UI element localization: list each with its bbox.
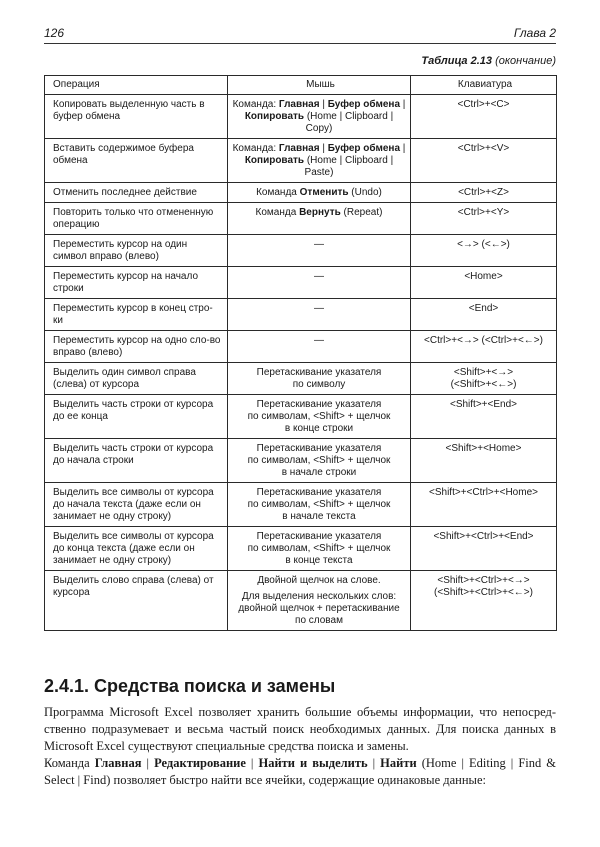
mouse-cell [228, 331, 411, 363]
operation-cell: Выделить все символы от курсора до конца текста (даже если он занимает не одну строку) [45, 527, 228, 571]
table-row [45, 95, 557, 139]
shortcut-alt: (<Shift>+<←>) [450, 379, 517, 390]
mouse-cell [228, 439, 411, 483]
keyboard-cell [411, 139, 557, 183]
operation-cell: Переместить курсор в конец стро-ки [45, 299, 228, 331]
mouse-line: Перетаскивание указателя [256, 367, 382, 378]
mouse-cell [228, 267, 411, 299]
mouse-line: Перетаскивание указателя [256, 399, 382, 410]
keyboard-cell [411, 571, 557, 631]
menu-separator: | [141, 756, 155, 770]
menu-command-name: Вернуть [299, 207, 341, 218]
mouse-line: — [314, 239, 324, 250]
mouse-line: в начале строки [281, 467, 357, 478]
mouse-cell [228, 95, 411, 139]
mouse-line: Перетаскивание указателя [256, 443, 382, 454]
operation-cell: Переместить курсор на одно сло-во вправо (влево) [45, 331, 228, 363]
mouse-line: по символам, <Shift> + щелчок [247, 543, 391, 554]
operation-cell: Вставить содержимое буфера обмена [45, 139, 228, 183]
shortcut: <Shift>+<Home> [445, 443, 522, 454]
menu-separator: | [367, 756, 381, 770]
menu-command-name: Копировать [244, 155, 305, 166]
mouse-line: — [314, 303, 324, 314]
table-row [45, 299, 557, 331]
mouse-cell [228, 183, 411, 203]
keyboard-cell [411, 203, 557, 235]
table-row [45, 139, 557, 183]
mouse-line: — [314, 271, 324, 282]
shortcut: <Ctrl>+<Y> [457, 207, 510, 218]
operation-cell: Копировать выделенную часть в буфер обмена [45, 95, 228, 139]
shortcut: <Ctrl>+<V> [457, 143, 510, 154]
table-row [45, 363, 557, 395]
mouse-text: Команда: [232, 99, 279, 110]
mouse-line: Двойной щелчок на слове. [257, 575, 381, 586]
shortcut: <Shift>+<End> [449, 399, 517, 410]
table-row [45, 395, 557, 439]
running-header [44, 25, 556, 44]
table-caption-suffix: (окончание) [495, 55, 556, 67]
shortcut: <End> [468, 303, 499, 314]
keyboard-cell [411, 183, 557, 203]
menu-tab-name: Главная [278, 143, 320, 154]
body-paragraph: Программа Microsoft Excel позволяет хранить большие объемы информации, что непосред-ственно подразумевает и весьма частый поиск необходимых данных. Для поиска данных в Microsoft Excel существуют специальные средства поиска и замены. [44, 705, 556, 753]
table-row [45, 483, 557, 527]
operation-cell: Выделить часть строки от курсора до начала строки [45, 439, 228, 483]
mouse-cell [228, 235, 411, 267]
mouse-line: Перетаскивание указателя [256, 531, 382, 542]
column-header-operation: Операция [45, 76, 228, 95]
menu-tab-name: Главная [278, 99, 320, 110]
operation-cell: Выделить все символы от курсора до начала текста (даже если он занимает не одну строку) [45, 483, 228, 527]
menu-separator: | [400, 143, 406, 154]
operation-cell: Выделить часть строки от курсора до ее конца [45, 395, 228, 439]
shortcut: <Ctrl>+<→> (<Ctrl>+<←>) [424, 335, 543, 346]
mouse-cell [228, 299, 411, 331]
shortcut: <Ctrl>+<C> [457, 99, 510, 110]
table-row [45, 235, 557, 267]
keyboard-cell [411, 439, 557, 483]
menu-command-name: Отменить [299, 187, 349, 198]
keyboard-cell [411, 267, 557, 299]
mouse-line: Перетаскивание указателя [256, 487, 382, 498]
keyboard-cell [411, 235, 557, 267]
table-caption-number: Таблица 2.13 [421, 55, 493, 67]
mouse-cell [228, 363, 411, 395]
keyboard-cell [411, 363, 557, 395]
menu-command-name: Копировать [244, 111, 305, 122]
keyboard-cell [411, 483, 557, 527]
mouse-cell [228, 139, 411, 183]
mouse-text: Команда [256, 187, 300, 198]
shortcut: <Shift>+<Ctrl>+<End> [433, 531, 534, 542]
shortcut: <Shift>+<→> [453, 367, 514, 378]
mouse-cell [228, 203, 411, 235]
mouse-text: Команда [255, 207, 300, 218]
menu-separator: | [319, 143, 328, 154]
menu-separator: | [319, 99, 328, 110]
menu-separator: | [400, 99, 406, 110]
shortcut: <Shift>+<Ctrl>+<Home> [429, 487, 538, 498]
mouse-cell [228, 571, 411, 631]
shortcut: <Ctrl>+<Z> [458, 187, 509, 198]
keyboard-cell [411, 331, 557, 363]
mouse-text-english: (Home | Clipboard | Paste) [304, 155, 394, 178]
table-header-row [45, 76, 557, 95]
table-row [45, 183, 557, 203]
mouse-cell [228, 395, 411, 439]
shortcut: <Home> [464, 271, 503, 282]
table-caption [421, 55, 556, 67]
column-header-keyboard: Клавиатура [411, 76, 557, 95]
mouse-line: в начале текста [282, 511, 356, 522]
table-row [45, 527, 557, 571]
table-row [45, 331, 557, 363]
shortcut-alt: (<Shift>+<Ctrl>+<←>) [434, 587, 533, 598]
mouse-line: Для выделения нескольких слов: [241, 591, 397, 602]
menu-command-name: Найти [380, 756, 417, 770]
column-header-mouse: Мышь [228, 76, 411, 95]
section-heading: 2.4.1. Средства поиска и замены [44, 676, 336, 696]
operation-cell: Повторить только что отмененную операцию [45, 203, 228, 235]
mouse-line: по символам, <Shift> + щелчок [247, 499, 391, 510]
table-row [45, 571, 557, 631]
menu-group-name: Редактирование [154, 756, 246, 770]
mouse-line: двойной щелчок + перетаскивание [238, 603, 400, 614]
mouse-cell [228, 483, 411, 527]
keyboard-cell [411, 527, 557, 571]
operation-cell: Выделить один символ справа (слева) от курсора [45, 363, 228, 395]
shortcuts-table [44, 75, 557, 631]
mouse-line: — [314, 335, 324, 346]
operation-cell: Переместить курсор на один символ вправо (влево) [45, 235, 228, 267]
keyboard-cell [411, 395, 557, 439]
keyboard-cell [411, 299, 557, 331]
mouse-line: по символу [292, 379, 346, 390]
menu-tab-name: Главная [94, 756, 142, 770]
chapter-title: Глава 2 [513, 26, 556, 40]
table-row [45, 267, 557, 299]
table-row [45, 203, 557, 235]
page-number: 126 [44, 26, 65, 40]
paragraph-text: (Home | Editing | Find & Select | Find) позволяет быстро найти все ячейки, содержащие одинаковые данные: [44, 756, 556, 787]
menu-group-name: Буфер обмена [327, 143, 400, 154]
operation-cell: Выделить слово справа (слева) от курсора [45, 571, 228, 631]
mouse-line: в конце текста [285, 555, 353, 566]
paragraph-text: Команда [44, 756, 95, 770]
mouse-text-english: (Undo) [348, 187, 382, 198]
keyboard-cell [411, 95, 557, 139]
operation-cell: Отменить последнее действие [45, 183, 228, 203]
mouse-text-english: (Repeat) [340, 207, 383, 218]
menu-group-name: Буфер обмена [327, 99, 400, 110]
mouse-cell [228, 527, 411, 571]
menu-dropdown-name: Найти и выделить [258, 756, 368, 770]
operation-cell: Переместить курсор на начало строки [45, 267, 228, 299]
mouse-line: по символам, <Shift> + щелчок [247, 455, 391, 466]
table-row [45, 439, 557, 483]
mouse-line: по словам [295, 615, 343, 626]
mouse-text-english: (Home | Clipboard | Copy) [304, 111, 394, 134]
mouse-text: Команда: [232, 143, 279, 154]
mouse-line: в конце строки [284, 423, 354, 434]
menu-separator: | [245, 756, 259, 770]
shortcut: <Shift>+<Ctrl>+<→> [437, 575, 530, 586]
mouse-line: по символам, <Shift> + щелчок [247, 411, 391, 422]
shortcut: <→> (<←>) [457, 239, 510, 250]
body-paragraph [44, 755, 556, 789]
